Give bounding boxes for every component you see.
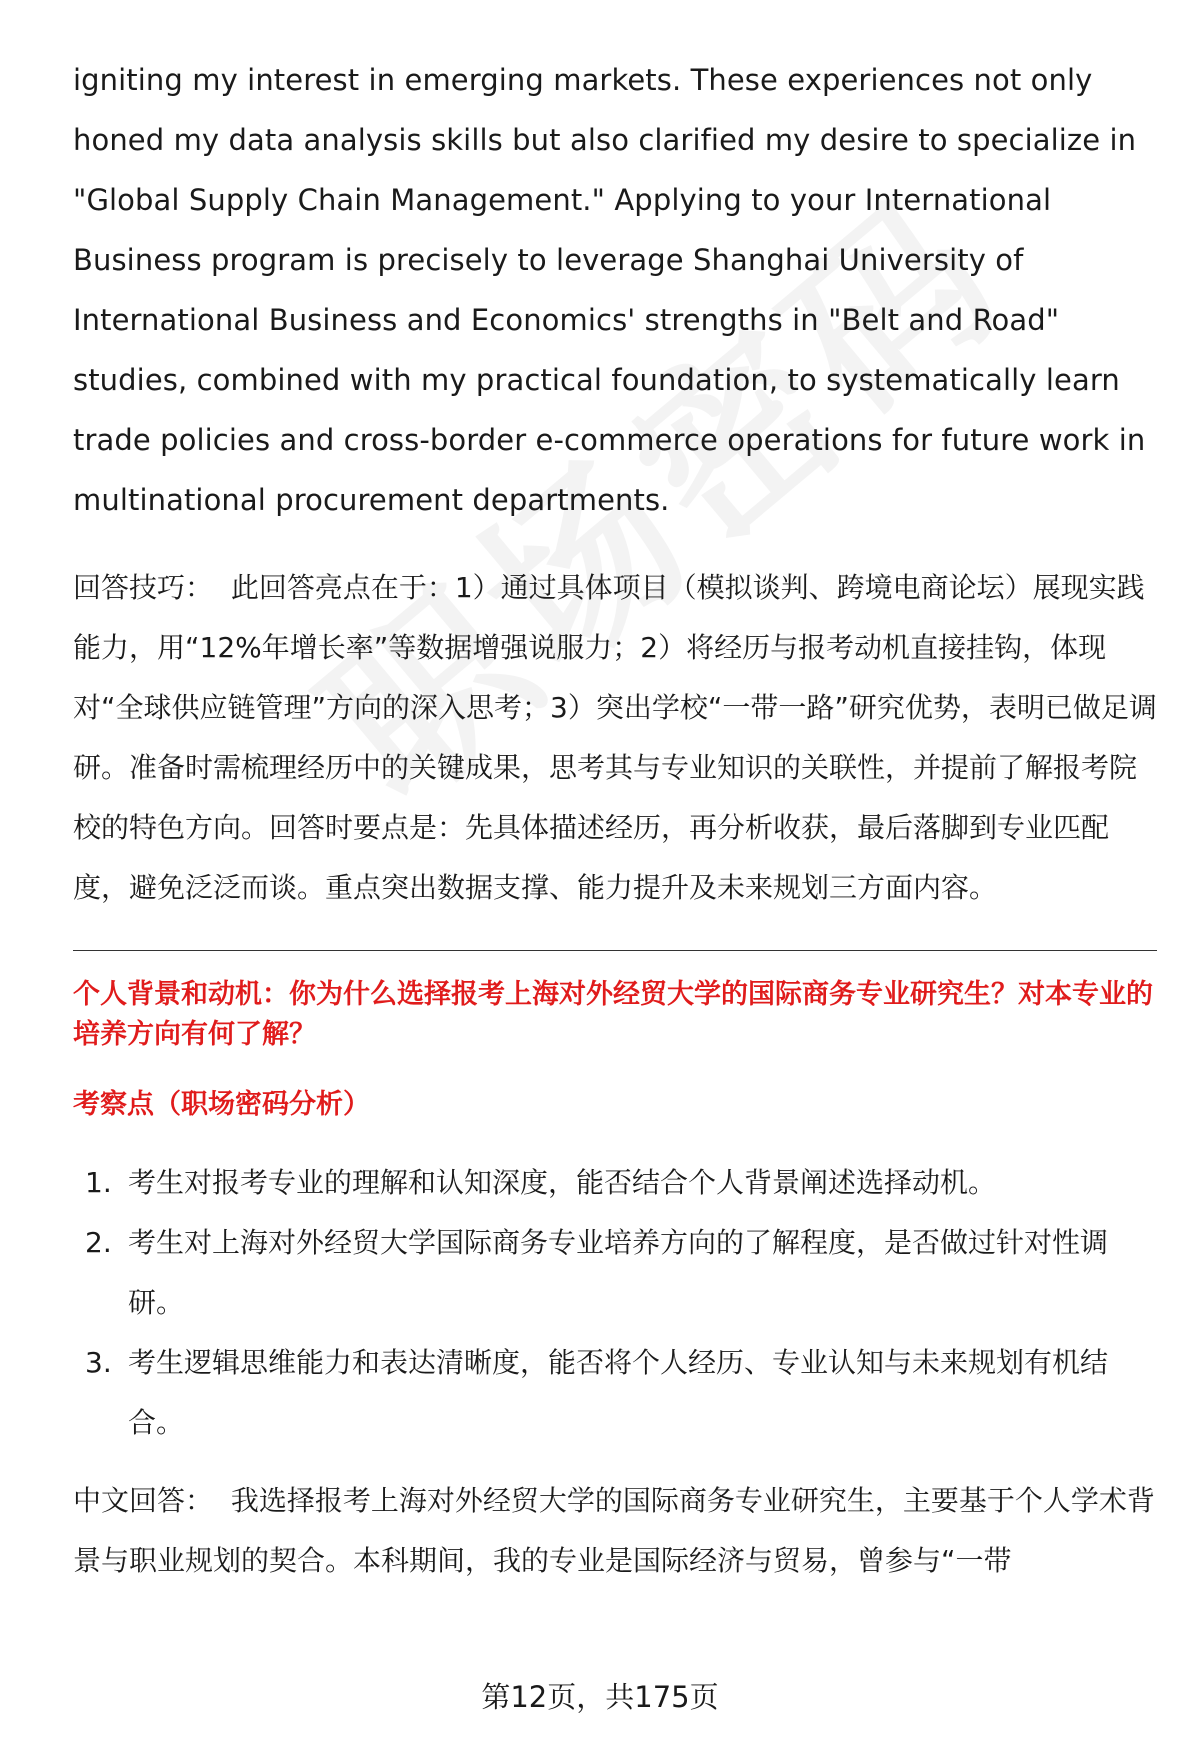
chinese-answer-text: 我选择报考上海对外经贸大学的国际商务专业研究生，主要基于个人学术背景与职业规划的契合。本科期间，我的专业是国际经济与贸易，曾参与“一带 [73,1484,1155,1577]
list-item-number: 3. [85,1346,112,1379]
section-divider [73,950,1157,951]
page-footer: 第12页，共175页 [481,1680,719,1714]
assessment-points-list [73,1153,1157,1453]
chinese-answer-label: 中文回答： [73,1484,214,1517]
list-item-number: 1. [85,1166,112,1199]
list-item-text: 考生对上海对外经贸大学国际商务专业培养方向的了解程度，是否做过针对性调研。 [128,1226,1109,1319]
answer-tips-paragraph [73,558,1157,918]
tips-label: 回答技巧： [73,571,214,604]
question-heading: 个人背景和动机：你为什么选择报考上海对外经贸大学的国际商务专业研究生？对本专业的培养方向有何了解？ [73,979,1153,1050]
list-item [73,1213,1157,1333]
chinese-answer-paragraph [73,1471,1157,1591]
assessment-heading: 考察点（职场密码分析） [73,1089,370,1120]
page-content [73,50,1157,1591]
list-item [73,1333,1157,1453]
continued-answer-paragraph: igniting my interest in emerging markets. These experiences not only honed my data analysis skills but also clarified my desire to specialize in "Global Supply Chain Management." Applying to your International Business program is precisely to leverage Shanghai University of International Business and Economics' strengths in "Belt and Road" studies, combined with my practical foundation, to systematically learn trade policies and cross-border e-commerce operations for future work in multinational procurement departments. [73,63,1146,517]
tips-text: 此回答亮点在于：1）通过具体项目（模拟谈判、跨境电商论坛）展现实践能力，用“12%年增长率”等数据增强说服力；2）将经历与报考动机直接挂钩，体现对“全球供应链管理”方向的深入思考；3）突出学校“一带一路”研究优势，表明已做足调研。准备时需梳理经历中的关键成果，思考其与专业知识的关联性，并提前了解报考院校的特色方向。回答时要点是：先具体描述经历，再分析收获，最后落脚到专业匹配度，避免泛泛而谈。重点突出数据支撑、能力提升及未来规划三方面内容。 [73,571,1157,904]
list-item [73,1153,1157,1213]
list-item-text: 考生逻辑思维能力和表达清晰度，能否将个人经历、专业认知与未来规划有机结合。 [128,1346,1109,1439]
list-item-text: 考生对报考专业的理解和认知深度，能否结合个人背景阐述选择动机。 [128,1166,997,1199]
list-item-number: 2. [85,1226,112,1259]
